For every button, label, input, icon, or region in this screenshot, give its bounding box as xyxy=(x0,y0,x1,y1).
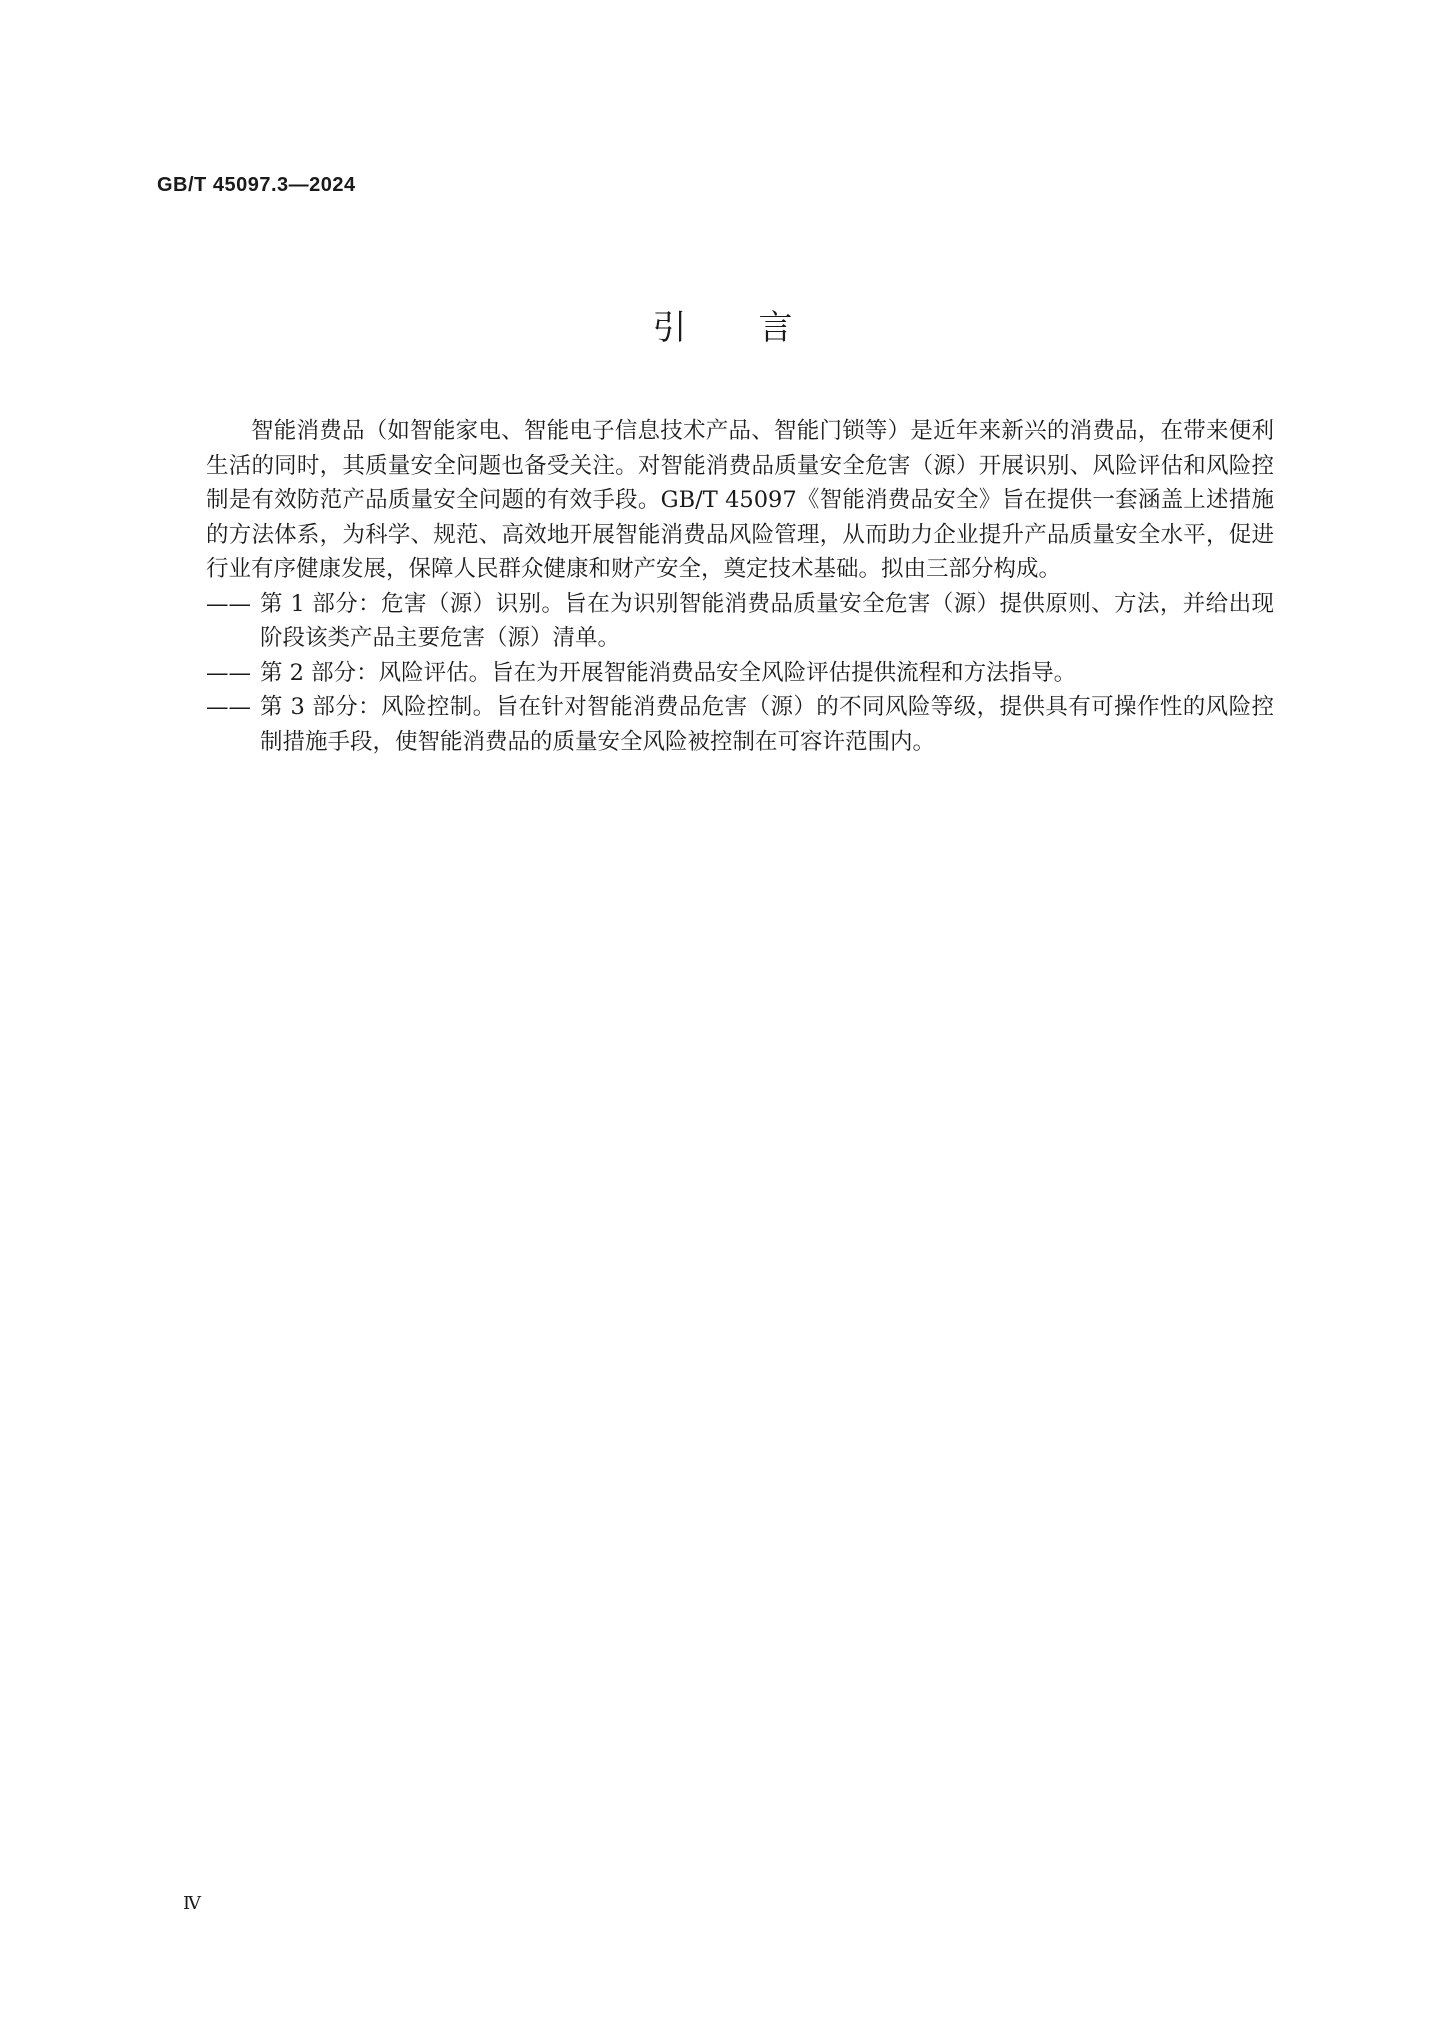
page-number: Ⅳ xyxy=(183,1893,201,1914)
list-item-part-2 xyxy=(206,656,1274,691)
list-item-text: 第 3 部分：风险控制。旨在针对智能消费品危害（源）的不同风险等级，提供具有可操作性的风险控制措施手段，使智能消费品的质量安全风险被控制在可容许范围内。 xyxy=(260,694,1274,755)
intro-paragraph: 智能消费品（如智能家电、智能电子信息技术产品、智能门锁等）是近年来新兴的消费品，在带来便利生活的同时，其质量安全问题也备受关注。对智能消费品质量安全危害（源）开展识别、风险评估和风险控制是有效防范产品质量安全问题的有效手段。GB/T 45097《智能消费品安全》旨在提供一套涵盖上述措施的方法体系，为科学、规范、高效地开展智能消费品风险管理，从而助力企业提升产品质量安全水平，促进行业有序健康发展，保障人民群众健康和财产安全，奠定技术基础。拟由三部分构成。 xyxy=(206,418,1274,582)
list-item-text: 第 1 部分：危害（源）识别。旨在为识别智能消费品质量安全危害（源）提供原则、方法，并给出现阶段该类产品主要危害（源）清单。 xyxy=(260,590,1274,651)
list-item-text: 第 2 部分：风险评估。旨在为开展智能消费品安全风险评估提供流程和方法指导。 xyxy=(260,659,1077,686)
document-body xyxy=(206,414,1274,759)
page-title: 引言 xyxy=(652,308,865,348)
list-dash: —— xyxy=(206,694,251,720)
standard-code: GB/T 45097.3—2024 xyxy=(157,174,356,196)
list-item-part-3 xyxy=(206,690,1274,759)
list-dash: —— xyxy=(206,590,251,617)
list-item-part-1 xyxy=(206,587,1274,656)
list-dash: —— xyxy=(206,659,251,686)
